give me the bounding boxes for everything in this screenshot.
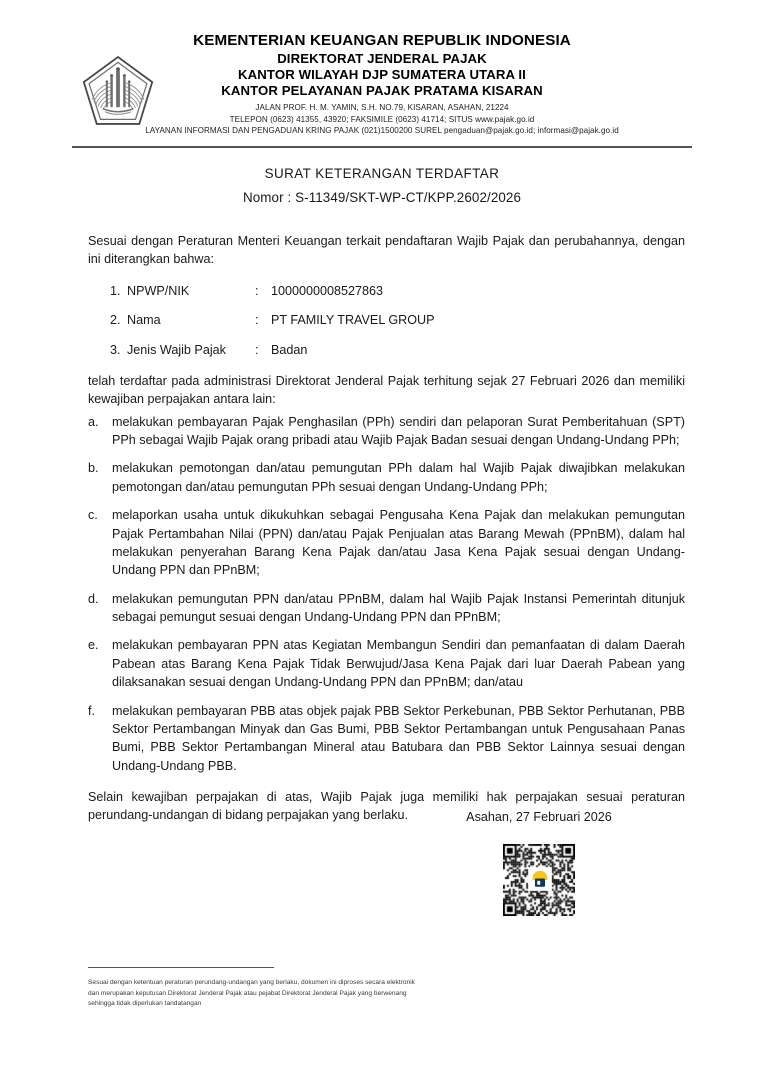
field-colon: : [255,283,259,298]
field-label: NPWP/NIK [127,283,190,298]
list-item-marker: c. [88,508,98,523]
field-label: Nama [127,313,161,328]
field-number: 1. [110,283,121,298]
list-item-text: melakukan pemotongan dan/atau pemungutan PPh dalam hal Wajib Pajak diwajibkan melakukan pemotongan dan/atau pemungutan PPh sesuai dengan Undang-Undang PPh; [112,461,685,494]
list-item-marker: a. [88,414,99,429]
address-service-contact: LAYANAN INFORMASI DAN PENGADUAN KRING PAJAK (021)1500200 SUREL pengaduan@pajak.go.id; informasi@pajak.go.id [145,126,619,136]
field-label: Jenis Wajib Pajak [127,342,226,357]
address-street: JALAN PROF. H. M. YAMIN, S.H. NO.79, KISARAN, ASAHAN, 21224 [255,102,509,112]
org-name-service-office: KANTOR PELAYANAN PAJAK PRATAMA KISARAN [221,82,543,98]
list-item [88,702,685,776]
list-item-text: melakukan pembayaran PBB atas objek pajak PBB Sektor Perkebunan, PBB Sektor Perhutanan, PBB Sektor Pertambangan Minyak dan Gas Bumi, PBB Sektor Pertambangan untuk Pengusahaan Panas Bumi, PBB Sektor Pertambangan Mineral atau Batubara dan PBB Sektor Lainnya sesuai dengan Undang-Undang PBB. [112,703,685,773]
verification-qr-code [503,844,575,916]
field-number: 2. [110,313,121,328]
field-row-nama [110,311,685,329]
list-item-marker: d. [88,591,99,606]
letterhead [0,32,764,137]
registration-paragraph: telah terdaftar pada administrasi Direktorat Jenderal Pajak terhitung sejak 27 Februari 2026 dan memiliki kewajiban perpajakan antara lain: [88,373,685,407]
document-number: Nomor : S-11349/SKT-WP-CT/KPP.2602/2026 [242,190,522,205]
field-row-npwp [110,282,685,300]
field-value-nama: PT FAMILY TRAVEL GROUP [271,313,435,328]
field-row-jenis-wajib-pajak [110,341,685,359]
list-item-text: melakukan pembayaran PPN atas Kegiatan Membangun Sendiri dan pemanfaatan di dalam Daerah Pabean atas Barang Kena Pajak Tidak Berwujud/Jasa Kena Pajak dari luar Daerah Pabean yang dilaksanakan sesuai dengan Undang-Undang PPN dan PPnBM; dan/atau [112,638,685,690]
signature-block [398,810,680,916]
list-item [88,590,685,627]
list-item-marker: e. [88,638,99,653]
field-colon: : [255,342,259,357]
place-and-date: Asahan, 27 Februari 2026 [466,810,612,824]
list-item-text: melakukan pembayaran Pajak Penghasilan (PPh) sendiri dan pelaporan Surat Pemberitahuan (SPT) PPh sebagai Wajib Pajak orang pribadi atau Wajib Pajak Badan sesuai dengan Undang-Undang PPh; [112,414,685,447]
intro-paragraph: Sesuai dengan Peraturan Menteri Keuangan terkait pendaftaran Wajib Pajak dan perubahannya, dengan ini diterangkan bahwa: [88,234,685,267]
ministry-of-finance-emblem-icon [80,54,156,130]
title-block [0,166,764,205]
org-name-ministry: KEMENTERIAN KEUANGAN REPUBLIK INDONESIA [193,32,571,49]
footnote-text: Sesuai dengan ketentuan peraturan perundang-undangan yang berlaku, dokumen ini diproses secara elektronik dan merupakan keputusan Direktorat Jenderal Pajak atau pejabat Direktorat Jenderal Pajak yang berwenang sehingga tidak diperlukan tandatangan [88,979,415,1008]
org-name-directorate: DIREKTORAT JENDERAL PAJAK [277,50,487,66]
list-item [88,636,685,691]
document-body [88,232,685,825]
list-item-marker: f. [88,703,95,718]
closing-paragraph: Selain kewajiban perpajakan di atas, Wajib Pajak juga memiliki hak perpajakan sesuai peraturan perundang-undangan di bidang perpajakan yang berlaku. [88,790,685,823]
org-name-regional-office: KANTOR WILAYAH DJP SUMATERA UTARA II [238,66,526,82]
field-value-jenis-wajib-pajak: Badan [271,342,308,357]
list-item [88,413,685,450]
header-divider [72,146,692,148]
page-title: SURAT KETERANGAN TERDAFTAR [264,166,500,181]
list-item-text: melakukan pemungutan PPN dan/atau PPnBM, dalam hal Wajib Pajak Instansi Pemerintah ditunjuk sebagai pemungut sesuai dengan Undang-Undang PPN dan PPnBM; [112,591,685,624]
field-colon: : [255,313,259,328]
taxpayer-fields [110,282,685,359]
address-phone-fax-site: TELEPON (0623) 41355, 43920; FAKSIMILE (0623) 41714; SITUS www.pajak.go.id [229,114,535,124]
list-item-text: melaporkan usaha untuk dikukuhkan sebagai Pengusaha Kena Pajak dan melakukan pemungutan Pajak Pertambahan Nilai (PPN) dan/atau Pajak Penjualan atas Barang Mewah (PPnBM), dalam hal melakukan penyerahan Barang Kena Pajak dan/atau Jasa Kena Pajak sesuai dengan Undang-Undang PPN dan PPnBM; [112,508,685,578]
footnote-divider [88,967,274,968]
field-value-npwp: 1000000008527863 [271,283,384,298]
obligations-list [88,413,685,775]
field-number: 3. [110,342,121,357]
list-item [88,459,685,496]
list-item [88,506,685,580]
list-item-marker: b. [88,461,99,476]
